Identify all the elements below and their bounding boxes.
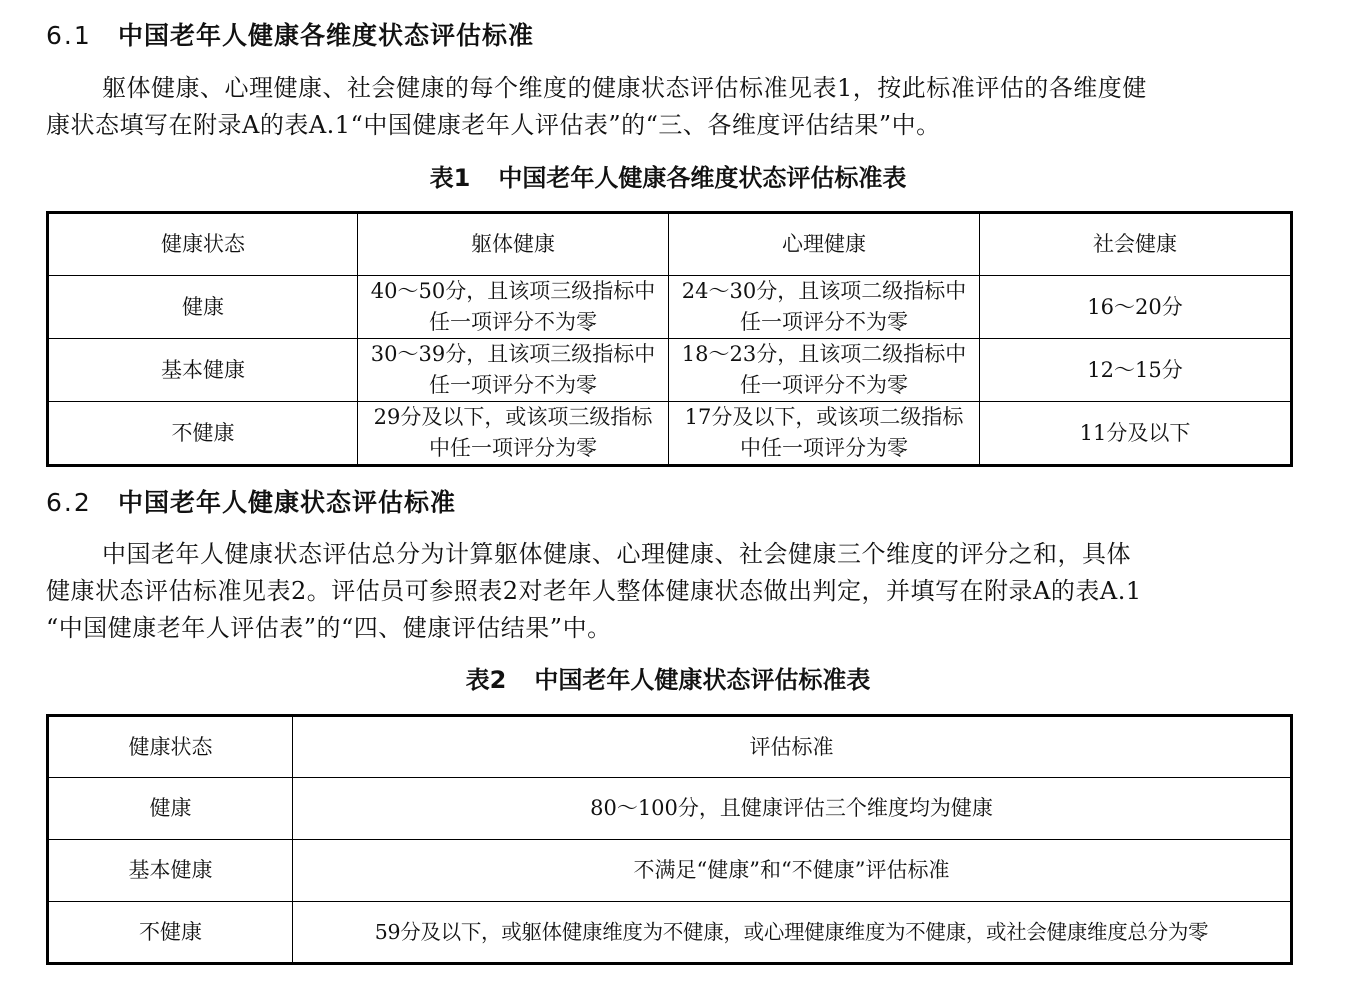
table-cell: 59分及以下，或躯体健康维度为不健康，或心理健康维度为不健康，或社会健康维度总分为零 — [293, 902, 1292, 964]
table-row — [48, 778, 1292, 840]
table-header-cell: 躯体健康 — [358, 213, 669, 276]
table-header-cell: 心理健康 — [669, 213, 980, 276]
dimension-criteria-table — [46, 211, 1293, 467]
table-cell: 不满足“健康”和“不健康”评估标准 — [293, 840, 1292, 902]
table-cell: 30～39分，且该项三级指标中任一项评分不为零 — [358, 339, 669, 402]
paragraph-line: 中国老年人健康状态评估总分为计算躯体健康、心理健康、社会健康三个维度的评分之和，具体 — [102, 540, 1131, 568]
table-cell: 健康 — [48, 276, 358, 339]
table-header-cell: 健康状态 — [48, 716, 293, 778]
table-cell: 11分及以下 — [980, 402, 1292, 466]
table-header-row — [48, 213, 1292, 276]
table-caption — [46, 162, 1290, 194]
table-caption — [46, 664, 1290, 696]
section-heading-6-2 — [46, 487, 456, 519]
table-row — [48, 902, 1292, 964]
table-cell: 不健康 — [48, 402, 358, 466]
table-cell: 不健康 — [48, 902, 293, 964]
table-cell: 基本健康 — [48, 339, 358, 402]
table-header-cell: 健康状态 — [48, 213, 358, 276]
paragraph-line: 躯体健康、心理健康、社会健康的每个维度的健康状态评估标准见表1，按此标准评估的各维度健 — [102, 74, 1147, 102]
section-title: 中国老年人健康各维度状态评估标准 — [118, 21, 535, 50]
table-cell: 16～20分 — [980, 276, 1292, 339]
section-heading-6-1 — [46, 20, 534, 52]
overall-criteria-table — [46, 714, 1293, 965]
table-row — [48, 840, 1292, 902]
section-title: 中国老年人健康状态评估标准 — [118, 488, 457, 517]
table-caption-title: 中国老年人健康各维度状态评估标准表 — [498, 164, 907, 192]
table-row — [48, 402, 1292, 466]
table-caption-title: 中国老年人健康状态评估标准表 — [534, 666, 871, 694]
paragraph-line: 康状态填写在附录A的表A.1“中国健康老年人评估表”的“三、各维度评估结果”中。 — [46, 111, 941, 139]
table-cell: 17分及以下，或该项二级指标中任一项评分为零 — [669, 402, 980, 466]
table-caption-number: 表1 — [429, 164, 471, 192]
table-row — [48, 339, 1292, 402]
paragraph-line: “中国健康老年人评估表”的“四、健康评估结果”中。 — [46, 614, 612, 642]
section-paragraph — [46, 536, 1296, 647]
table-caption-number: 表2 — [465, 666, 507, 694]
table-header-cell: 评估标准 — [293, 716, 1292, 778]
table-cell: 18～23分，且该项二级指标中任一项评分不为零 — [669, 339, 980, 402]
table-header-cell: 社会健康 — [980, 213, 1292, 276]
section-number: 6.1 — [46, 21, 92, 50]
table-cell: 29分及以下，或该项三级指标中任一项评分为零 — [358, 402, 669, 466]
table-cell: 80～100分，且健康评估三个维度均为健康 — [293, 778, 1292, 840]
table-cell: 24～30分，且该项二级指标中任一项评分不为零 — [669, 276, 980, 339]
paragraph-line: 健康状态评估标准见表2。评估员可参照表2对老年人整体健康状态做出判定，并填写在附录A的表A.1 — [46, 577, 1142, 605]
table-cell: 基本健康 — [48, 840, 293, 902]
section-paragraph — [46, 70, 1296, 144]
table-cell: 健康 — [48, 778, 293, 840]
table-cell: 40～50分，且该项三级指标中任一项评分不为零 — [358, 276, 669, 339]
table-header-row — [48, 716, 1292, 778]
table-row — [48, 276, 1292, 339]
section-number: 6.2 — [46, 488, 92, 517]
table-cell: 12～15分 — [980, 339, 1292, 402]
